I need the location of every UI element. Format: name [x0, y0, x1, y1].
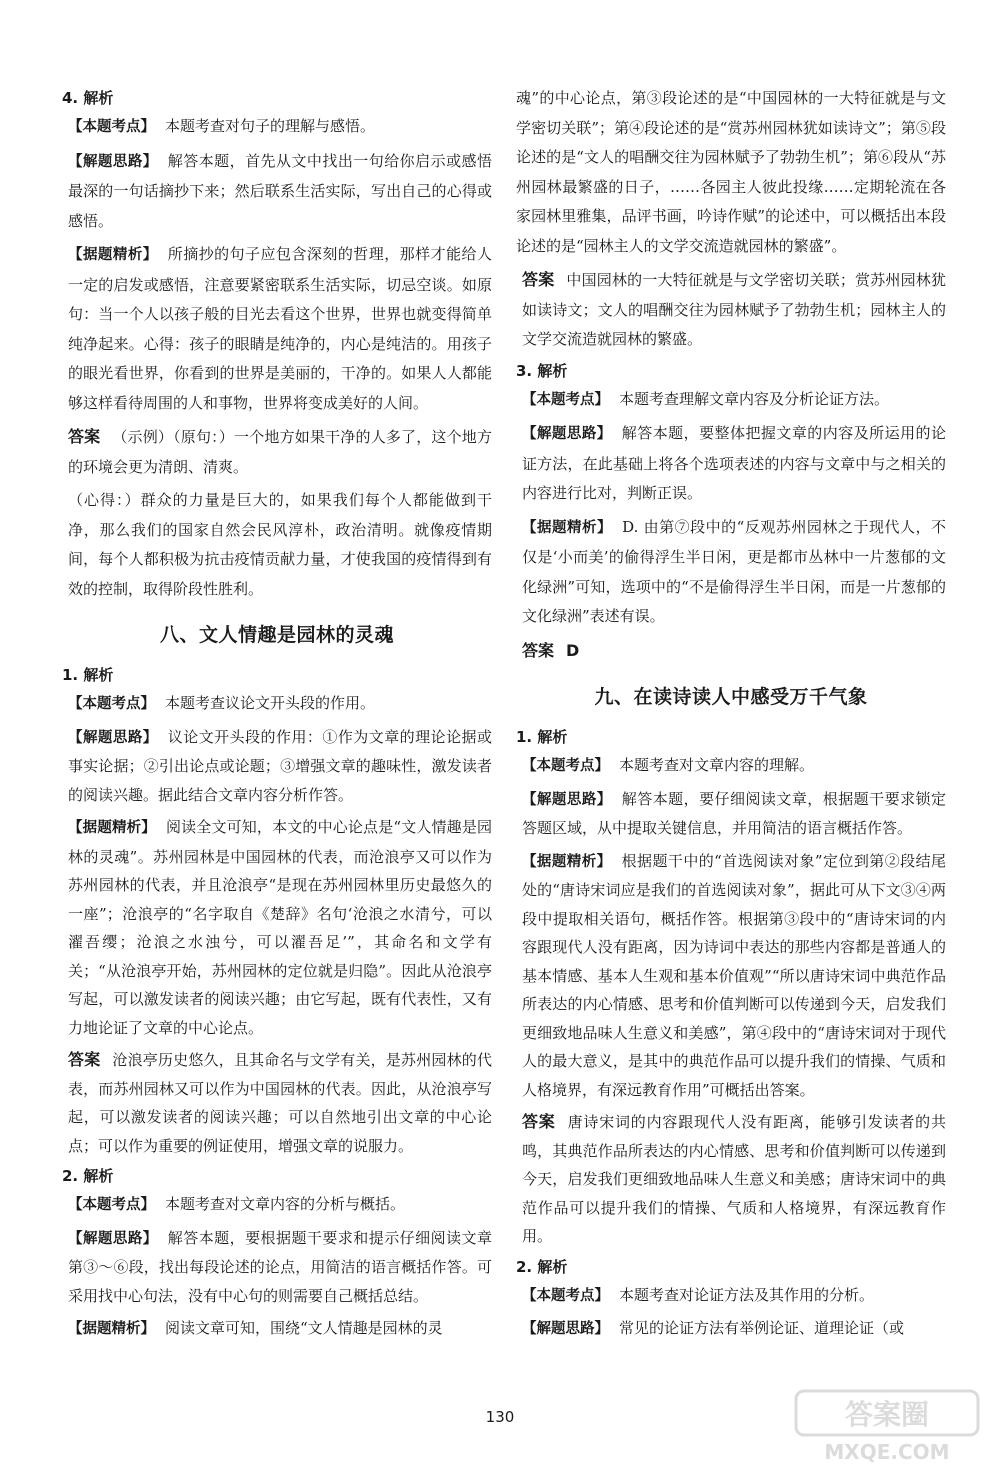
kaodian-tag: 【本题考点】 [522, 391, 609, 408]
answer-paragraph [62, 422, 492, 482]
jingxi-tag: 【据题精析】 [522, 519, 613, 536]
answer-label: 答案 [522, 1112, 556, 1131]
jingxi-tag: 【据题精析】 [68, 820, 156, 836]
jingxi-tag: 【据题精析】 [68, 247, 158, 263]
answer-label: 答案 [68, 1050, 101, 1069]
continuation-paragraph: 魂”的中心论点，第③段论述的是“中国园林的一大特征就是与文学密切关联”；第④段论述的是“赏苏州园林犹如读诗文”；第⑤段论述的是“文人的唱酬交往为园林赋予了勃勃生机”；第⑥段从“苏州园林最繁盛的日子，……各园主人彼此投缘……定期轮流在各家园林里雅集，品评书画，吟诗作赋”的论述中，可以概括出本段论述的是“园林主人的文学交流造就园林的繁盛”。 [516, 89, 946, 255]
kaodian-text: 本题考查议论文开头段的作用。 [165, 694, 376, 712]
answer-paragraph [62, 1046, 492, 1160]
page-number: 130 [485, 1408, 515, 1426]
kaodian-text: 本题考查对文章内容的分析与概括。 [165, 1195, 406, 1213]
kaodian-paragraph [516, 385, 946, 416]
kaodian-paragraph [516, 1281, 946, 1311]
kaodian-paragraph [62, 1190, 492, 1220]
section-title: 八、文人情趣是园林的灵魂 [159, 624, 394, 646]
jingxi-paragraph [62, 240, 492, 418]
silu-tag: 【解题思路】 [522, 426, 612, 442]
question-heading: 3. 解析 [516, 361, 568, 380]
jingxi-text: 所摘抄的句子应包含深刻的哲理，那样才能给人一定的启发或感悟，注意要紧密联系生活实际，切忌空谈。如原句：当一个人以孩子般的目光去看这个世界，世界也就变得简单纯净起来。心得：孩子的眼睛是纯净的，内心是纯洁的。用孩子的眼光看世界，你看到的世界是美丽的，干净的。如果人人都能够这样看待周围的人和事物，世界将变成美好的人间。 [68, 245, 492, 412]
svg-text:MXQE.COM: MXQE.COM [824, 1440, 950, 1464]
jingxi-paragraph [62, 813, 492, 1042]
kaodian-tag: 【本题考点】 [68, 1197, 155, 1213]
kaodian-tag: 【本题考点】 [68, 119, 155, 135]
silu-tag: 【解题思路】 [68, 729, 158, 746]
silu-paragraph [62, 1224, 492, 1311]
question-heading: 1. 解析 [62, 666, 114, 684]
silu-tag: 【解题思路】 [68, 1230, 158, 1247]
kaodian-paragraph [516, 751, 946, 781]
silu-text: 议论文开头段的作用：①作为文章的理论论据或事实论据；②引出论点或论题；③增强文章的趣味性，激发读者的阅读兴趣。据此结合文章内容分析作答。 [68, 727, 492, 804]
silu-paragraph [516, 419, 946, 509]
answer-text: 中国园林的一大特征就是与文学密切关联；赏苏州园林犹如读诗文；文人的唱酬交往为园林赋予了勃勃生机；园林主人的文学交流造就园林的繁盛。 [522, 271, 946, 348]
jingxi-text: 根据题干中的“首选阅读对象”定位到第②段结尾处的“唐诗宋词应是我们的首选阅读对象”，据此可从下文③④两段中提取相关语句，概括作答。根据第③段中的“唐诗宋词的内容跟现代人没有距离，因为诗词中表达的那些内容都是普通人的基本情感、基本人生观和基本价值观”“所以唐诗宋词中典范作品所表达的内心情感、思考和价值判断可以传递到今天，启发我们更细致地品味人生意义和美感”，第④段中的“唐诗宋词对于现代人的最大意义，是其中的典范作品可以提升我们的情操、气质和人格境界，有深远教育作用”可概括出答案。 [522, 851, 946, 1099]
kaodian-text: 本题考查对句子的理解与感悟。 [165, 117, 376, 135]
svg-text:答案圈: 答案圈 [844, 1398, 930, 1431]
jingxi-text: D. 由第⑦段中的“反观苏州园林之于现代人，不仅是‘小而美’的偷得浮生半日闲，更是都市丛林中一片葱郁的文化绿洲”可知，选项中的“不是偷得浮生半日闲，而是一片葱郁的文化绿洲”表述有误。 [522, 517, 947, 625]
answer-label: 答案 [522, 270, 555, 289]
right-column [516, 84, 946, 1348]
answer-paragraph [516, 636, 946, 667]
answer-paragraph-2: （心得：）群众的力量是巨大的，如果我们每个人都能做到干净，那么我们的国家自然会民风淳朴，政治清明。就像疫情期间，每个人都积极为抗击疫情贡献力量，才使我国的疫情得到有效的控制，取得阶段性胜利。 [68, 491, 492, 598]
jingxi-text: 阅读文章可知，围绕“文人情趣是园林的灵 [165, 1319, 443, 1337]
answer-text: 沧浪亭历史悠久，且其命名与文学有关，是苏州园林的代表，而苏州园林又可以作为中国园林的代表。因此，从沧浪亭写起，可以激发读者的阅读兴趣；可以自然地引出文章的中心论点；可以作为重要的例证使用，增强文章的说服力。 [68, 1051, 492, 1155]
kaodian-tag: 【本题考点】 [522, 1287, 609, 1304]
answer-paragraph [516, 265, 946, 355]
jingxi-tag: 【据题精析】 [522, 853, 612, 870]
answer-text: 唐诗宋词的内容跟现代人没有距离，能够引发读者的共鸣，其典范作品所表达的内心情感、思考和价值判断可以传递到今天，启发我们更细致地品味人生意义和美感；唐诗宋词中的典范作品可以提升我们的情操、气质和人格境界，有深远教育作用。 [522, 1113, 946, 1245]
left-column [62, 84, 492, 1348]
silu-text: 解答本题，要仔细阅读文章，根据题干要求锁定答题区域，从中提取关键信息，并用简洁的语言概括作答。 [522, 789, 946, 837]
answer-label: 答案 [522, 640, 555, 660]
silu-text: 解答本题，要整体把握文章的内容及所运用的论证方法，在此基础上将各个选项表述的内容与文章中与之相关的内容进行比对，判断正误。 [522, 424, 946, 502]
kaodian-tag: 【本题考点】 [68, 696, 155, 712]
kaodian-paragraph [62, 112, 492, 143]
section-title: 九、在读诗读人中感受万千气象 [594, 686, 868, 708]
answer-label: 答案 [68, 427, 101, 446]
question-heading: 4. 解析 [62, 89, 114, 107]
silu-paragraph [516, 785, 946, 843]
kaodian-text: 本题考查理解文章内容及分析论证方法。 [619, 389, 890, 408]
kaodian-tag: 【本题考点】 [522, 758, 609, 774]
silu-tag: 【解题思路】 [68, 153, 158, 170]
answer-paragraph [516, 1108, 946, 1251]
jingxi-paragraph [62, 1314, 492, 1344]
answer-text: （示例）（原句：）一个地方如果干净的人多了，这个地方的环境会更为清朗、清爽。 [68, 428, 492, 476]
silu-paragraph [516, 1314, 946, 1344]
question-heading: 1. 解析 [516, 728, 568, 746]
kaodian-text: 本题考查对文章内容的理解。 [619, 756, 815, 774]
kaodian-text: 本题考查对论证方法及其作用的分析。 [619, 1285, 875, 1304]
kaodian-paragraph [62, 689, 492, 719]
jingxi-paragraph [516, 513, 946, 632]
jingxi-paragraph [516, 847, 946, 1105]
question-heading: 2. 解析 [516, 1257, 568, 1276]
jingxi-text: 阅读全文可知，本文的中心论点是“文人情趣是园林的灵魂”。苏州园林是中国园林的代表，而沧浪亭又可以作为苏州园林的代表，并且沧浪亭“是现在苏州园林里历史最悠久的一座”；沧浪亭的“名字取自《楚辞》名句‘沧浪之水清兮，可以濯吾缨；沧浪之水浊兮，可以濯吾足’”，其命名和文学有关；“从沧浪亭开始，苏州园林的定位就是归隐”。因此从沧浪亭写起，可以激发读者的阅读兴趣；由它写起，既有代表性，又有力地论证了文章的中心论点。 [68, 818, 493, 1037]
answer-text: D [566, 640, 580, 660]
silu-tag: 【解题思路】 [522, 791, 612, 808]
silu-text: 常见的论证方法有举例论证、道理论证（或 [619, 1319, 905, 1337]
silu-paragraph [62, 723, 492, 810]
silu-paragraph [62, 147, 492, 237]
silu-tag: 【解题思路】 [522, 1321, 609, 1337]
watermark-logo [792, 1387, 982, 1465]
silu-text: 解答本题，首先从文中找出一句给你启示或感悟最深的一句话摘抄下来；然后联系生活实际，写出自己的心得或感悟。 [68, 151, 492, 230]
silu-text: 解答本题，要根据题干要求和提示仔细阅读文章第③～⑥段，找出每段论述的论点，用简洁的语言概括作答。可采用找中心句法，没有中心句的则需要自己概括总结。 [68, 1228, 492, 1305]
jingxi-tag: 【据题精析】 [68, 1321, 155, 1337]
question-heading: 2. 解析 [62, 1167, 114, 1185]
